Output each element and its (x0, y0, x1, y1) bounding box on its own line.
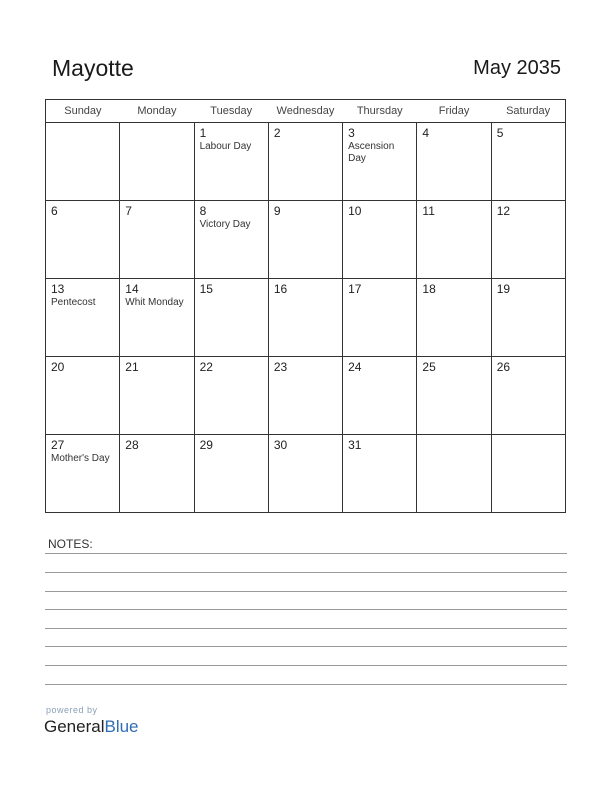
week-row (46, 357, 566, 435)
generalblue-logo[interactable] (44, 717, 139, 737)
note-line (45, 646, 567, 647)
day-number: 24 (348, 360, 362, 374)
note-line (45, 684, 567, 685)
day-number: 9 (273, 204, 281, 218)
note-line (45, 572, 567, 573)
holiday-label: Pentecost (51, 297, 96, 308)
note-line (45, 665, 567, 666)
weekday-sunday: Sunday (46, 100, 120, 123)
day-cell (268, 201, 342, 279)
day-number: 31 (348, 438, 362, 452)
day-number: 4 (422, 126, 430, 140)
day-cell (194, 279, 268, 357)
day-number: 10 (348, 204, 362, 218)
holiday-label: Whit Monday (125, 297, 184, 308)
day-cell (194, 357, 268, 435)
calendar-grid (45, 99, 566, 513)
day-cell (268, 435, 342, 513)
day-number: 6 (51, 204, 58, 218)
day-number: 28 (125, 438, 139, 452)
day-cell (343, 123, 417, 201)
day-cell (417, 435, 491, 513)
day-number: 18 (422, 282, 436, 296)
day-number: 20 (51, 360, 65, 374)
note-line (45, 553, 567, 554)
day-cell (343, 435, 417, 513)
day-cell (491, 123, 565, 201)
weekday-monday: Monday (120, 100, 194, 123)
day-cell (491, 201, 565, 279)
day-cell (268, 123, 342, 201)
day-number: 13 (51, 282, 65, 296)
powered-by-text: powered by (46, 705, 98, 715)
day-number: 3 (348, 126, 355, 140)
day-number: 1 (199, 126, 207, 140)
day-cell (343, 201, 417, 279)
day-number: 5 (496, 126, 504, 140)
notes-label: NOTES: (48, 537, 93, 551)
note-line (45, 609, 567, 610)
day-cell (46, 123, 120, 201)
day-cell (268, 357, 342, 435)
day-cell (46, 279, 120, 357)
day-number: 19 (496, 282, 511, 296)
day-cell (120, 201, 194, 279)
holiday-label: Ascension Day (348, 141, 395, 164)
day-cell (120, 435, 194, 513)
day-cell (120, 123, 194, 201)
note-line (45, 591, 567, 592)
day-number: 2 (273, 126, 281, 140)
day-number: 29 (199, 438, 213, 452)
weekday-friday: Friday (417, 100, 491, 123)
day-cell (46, 357, 120, 435)
calendar-month-title: May 2035 (473, 57, 561, 79)
weekday-saturday: Saturday (491, 100, 565, 123)
day-number: 17 (348, 282, 362, 296)
logo-general-text: General (44, 717, 105, 736)
day-number: 14 (125, 282, 139, 296)
day-number: 30 (273, 438, 288, 452)
day-number: 16 (273, 282, 288, 296)
day-cell (491, 357, 565, 435)
day-cell (417, 279, 491, 357)
day-cell (343, 357, 417, 435)
day-cell (417, 357, 491, 435)
holiday-label: Mother's Day (51, 453, 110, 464)
holiday-label: Victory Day (199, 219, 251, 230)
day-number: 22 (199, 360, 213, 374)
day-cell (194, 435, 268, 513)
day-cell (491, 279, 565, 357)
day-cell (46, 201, 120, 279)
day-number: 23 (273, 360, 288, 374)
day-cell (417, 201, 491, 279)
weekday-thursday: Thursday (343, 100, 417, 123)
weekday-wednesday: Wednesday (268, 100, 342, 123)
day-cell (46, 435, 120, 513)
day-cell (268, 279, 342, 357)
day-cell (120, 279, 194, 357)
logo-blue-text: Blue (104, 717, 139, 736)
day-cell (194, 201, 268, 279)
note-line (45, 628, 567, 629)
week-row (46, 279, 566, 357)
weekday-header-row (46, 100, 566, 123)
day-number: 27 (51, 438, 65, 452)
day-cell (120, 357, 194, 435)
week-row (46, 123, 566, 201)
weekday-tuesday: Tuesday (194, 100, 268, 123)
day-cell (343, 279, 417, 357)
holiday-label: Labour Day (199, 141, 252, 152)
day-number: 7 (125, 204, 132, 218)
day-cell (417, 123, 491, 201)
day-number: 11 (422, 204, 435, 218)
day-number: 25 (422, 360, 436, 374)
day-number: 26 (496, 360, 511, 374)
day-number: 12 (496, 204, 511, 218)
day-number: 21 (125, 360, 139, 374)
day-number: 15 (199, 282, 213, 296)
week-row (46, 435, 566, 513)
day-cell (491, 435, 565, 513)
day-number: 8 (199, 204, 207, 218)
day-cell (194, 123, 268, 201)
calendar-country-title: Mayotte (52, 55, 134, 81)
week-row (46, 201, 566, 279)
